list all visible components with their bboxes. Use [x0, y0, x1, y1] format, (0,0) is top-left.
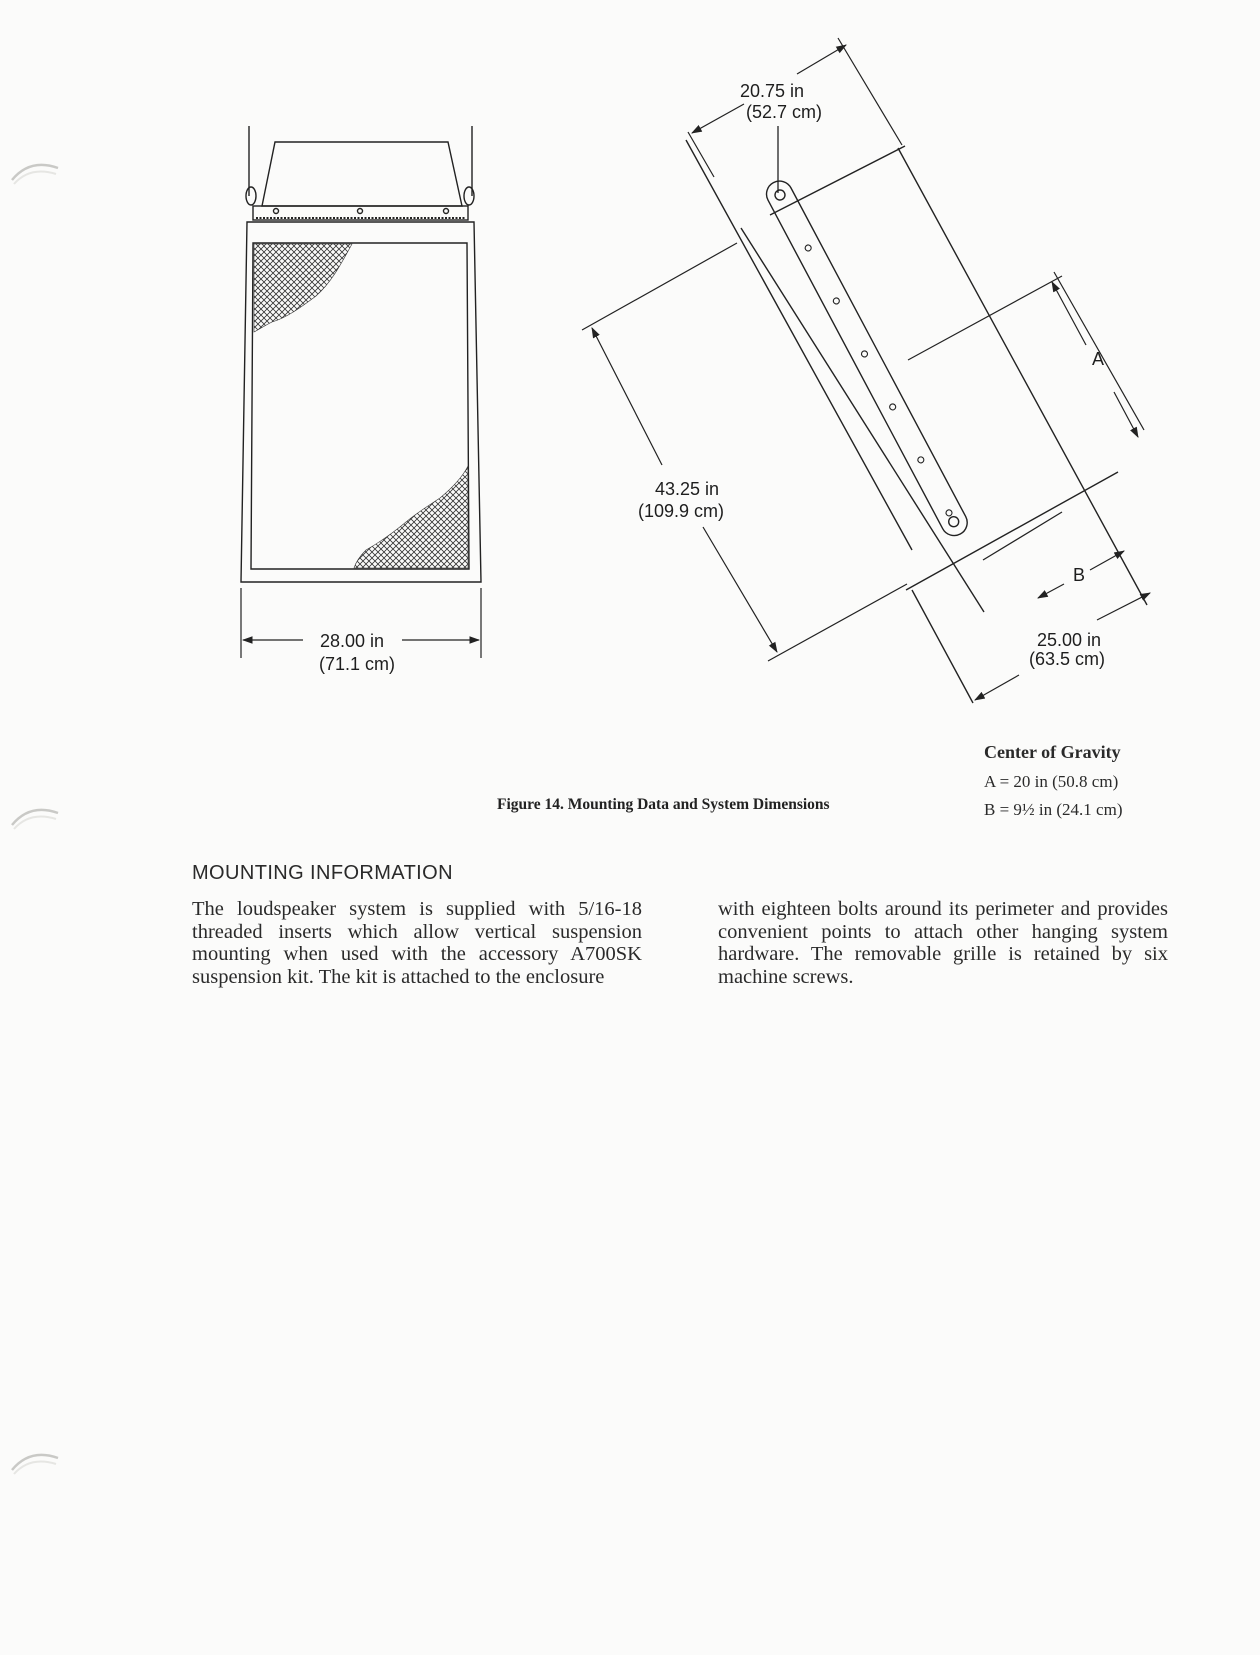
cog-b: B = 9½ in (24.1 cm)	[984, 800, 1123, 819]
side-view-speaker	[686, 140, 1147, 703]
body-column-right: with eighteen bolts around its perimeter and provides convenient points to attach other hanging system hardware. The removable grille is retained by six machine screws.	[718, 898, 1168, 988]
figure-caption: Figure 14. Mounting Data and System Dimensions	[497, 796, 830, 813]
suspension-bar	[762, 177, 972, 541]
cog-a-dimension	[908, 272, 1144, 437]
grille-mesh-top	[254, 244, 352, 332]
grille-mesh-bottom	[354, 466, 468, 568]
depth-cm: (52.7 cm)	[746, 102, 823, 122]
label-a: A	[1092, 349, 1105, 369]
mounting-figure	[0, 0, 1260, 760]
section-heading: MOUNTING INFORMATION	[192, 862, 453, 884]
cog-a: A = 20 in (50.8 cm)	[984, 772, 1119, 791]
side-cm: (63.5 cm)	[1029, 649, 1106, 669]
depth-inches: 20.75 in	[740, 81, 805, 101]
width-inches: 28.00 in	[320, 631, 385, 651]
label-b: B	[1073, 565, 1086, 585]
center-of-gravity	[984, 742, 1184, 824]
height-inches: 43.25 in	[655, 479, 720, 499]
punch-hole-middle	[0, 795, 70, 855]
punch-hole-bottom	[0, 1440, 70, 1500]
cog-title: Center of Gravity	[984, 742, 1121, 762]
side-inches: 25.00 in	[1037, 630, 1102, 650]
width-cm: (71.1 cm)	[319, 654, 396, 674]
body-column-left: The loudspeaker system is supplied with 5/16-18 threaded inserts which allow vertical suspension mounting when used with the accessory A700SK suspension kit. The kit is attached to the enclosure	[192, 898, 642, 988]
height-cm: (109.9 cm)	[638, 501, 725, 521]
